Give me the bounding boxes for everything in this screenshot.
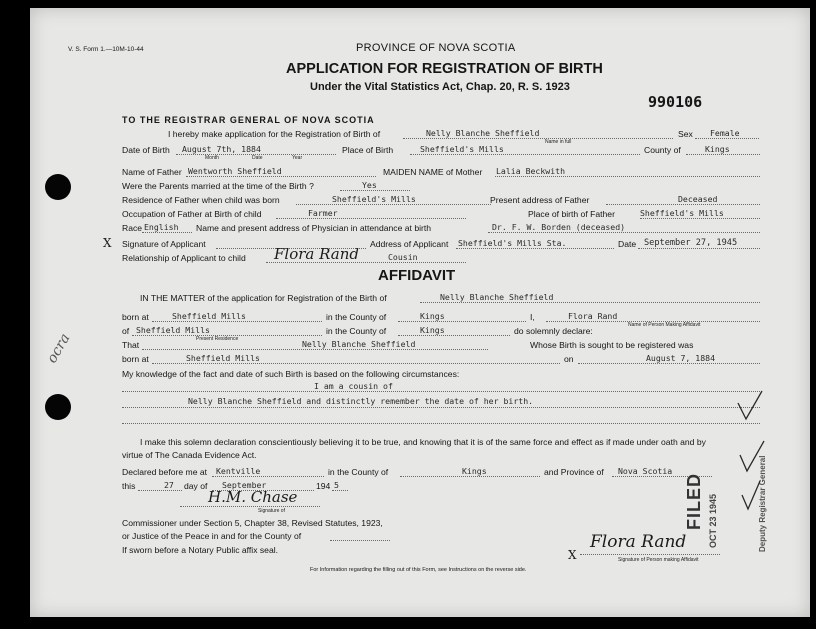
mother-value: Lalia Beckwith xyxy=(496,166,566,176)
physician-label: Name and present address of Physician in attendance at birth xyxy=(196,223,432,233)
date-caption: Date xyxy=(252,155,263,161)
date-label: Date xyxy=(618,239,637,249)
commissioner-line-3: If sworn before a Notary Public affix seal. xyxy=(122,545,279,555)
on-label: on xyxy=(564,354,574,364)
present-residence-caption: Present Residence xyxy=(196,336,239,342)
commissioner-signature: H.M. Chase xyxy=(208,488,298,506)
day-value: 27 xyxy=(164,480,174,490)
commissioner-line-2: or Justice of the Peace in and for the County of xyxy=(122,531,302,541)
applicant-address-value: Sheffield's Mills Sta. xyxy=(458,238,567,248)
registrar-stamp: Deputy Registrar General xyxy=(758,455,767,552)
matter-child-value: Nelly Blanche Sheffield xyxy=(440,292,554,302)
solemnly-label: do solemnly declare: xyxy=(514,326,593,336)
married-value: Yes xyxy=(362,180,377,190)
month-value: September xyxy=(222,480,267,490)
applicant-handwritten-signature: Flora Rand xyxy=(274,245,359,263)
relationship-value: Cousin xyxy=(388,252,418,262)
affiant-handwritten-signature: Flora Rand xyxy=(590,532,687,552)
born-at-value: Sheffield Mills xyxy=(172,311,246,321)
margin-check-strokes xyxy=(732,385,772,545)
affiant-caption: Name of Person Making Affidavit xyxy=(628,322,701,328)
county-value: Kings xyxy=(705,144,730,154)
declared-at-value: Kentville xyxy=(216,466,261,476)
father-present-label: Present address of Father xyxy=(490,195,590,205)
father-residence-value: Sheffield's Mills xyxy=(332,194,416,204)
year-caption: Year xyxy=(292,155,303,161)
signature-label: Signature of Applicant xyxy=(122,239,206,249)
affiant-value: Flora Rand xyxy=(568,311,618,321)
married-label: Were the Parents married at the time of the Birth ? xyxy=(122,181,314,191)
place-label: Place of Birth xyxy=(342,145,394,155)
in-county-label-3: in the County of xyxy=(328,467,389,477)
race-label: Race xyxy=(122,223,143,233)
form-code: V. S. Form 1.—10M-10-44 xyxy=(68,46,144,53)
commissioner-line-1: Commissioner under Section 5, Chapter 38, Revised Statutes, 1923, xyxy=(122,518,383,528)
born-at-label: born at xyxy=(122,312,149,322)
father-birthplace-label: Place of birth of Father xyxy=(528,209,615,219)
in-county-label: in the County of xyxy=(326,312,387,322)
of-residence-value: Sheffield Mills xyxy=(136,325,210,335)
province-heading: PROVINCE OF NOVA SCOTIA xyxy=(356,42,516,54)
county-value-1: Kings xyxy=(420,311,445,321)
race-value: English xyxy=(144,222,179,232)
county-value-3: Kings xyxy=(462,466,487,476)
child-name-value: Nelly Blanche Sheffield xyxy=(426,128,540,138)
registration-number: 990106 xyxy=(648,93,703,111)
mother-label: MAIDEN NAME of Mother xyxy=(383,167,483,177)
born-at-label-2: born at xyxy=(122,354,149,364)
x-mark-affiant: X xyxy=(568,548,577,562)
dob-value: August 7th, 1884 xyxy=(182,144,261,154)
knowledge-label: My knowledge of the fact and date of such Birth is based on the following circumstances: xyxy=(122,369,460,379)
born-on-value: August 7, 1884 xyxy=(646,353,716,363)
binder-hole-top xyxy=(45,174,71,200)
month-caption: Month xyxy=(205,155,219,161)
in-county-label-2: in the County of xyxy=(326,326,387,336)
circumstances-line-1: I am a cousin of xyxy=(314,381,393,391)
born-place-value: Sheffield Mills xyxy=(186,353,260,363)
physician-value: Dr. F. W. Borden (deceased) xyxy=(492,222,626,232)
footer-instructions: For Information regarding the filling out of this Form, see Instructions on the reverse side. xyxy=(310,567,527,573)
that-child-value: Nelly Blanche Sheffield xyxy=(302,339,416,349)
county-label: County of xyxy=(644,145,681,155)
declared-label: Declared before me at xyxy=(122,467,208,477)
whose-birth-label: Whose Birth is sought to be registered was xyxy=(530,340,694,350)
margin-scrawl: ocra xyxy=(44,330,74,366)
dob-label: Date of Birth xyxy=(122,145,170,155)
matter-label: IN THE MATTER of the application for Registration of the Birth of xyxy=(140,293,387,303)
father-value: Wentworth Sheffield xyxy=(188,166,282,176)
province-label: and Province of xyxy=(544,467,604,477)
of-label: of xyxy=(122,326,130,336)
father-birthplace-value: Sheffield's Mills xyxy=(640,208,724,218)
occupation-value: Farmer xyxy=(308,208,338,218)
year-prefix: 194 xyxy=(316,481,331,491)
signature-caption: Signature of xyxy=(258,508,285,514)
province-value: Nova Scotia xyxy=(618,466,673,476)
year-suffix-value: 5 xyxy=(334,480,339,490)
affiant-signature-caption: Signature of Person making Affidavit xyxy=(618,557,699,563)
county-value-2: Kings xyxy=(420,325,445,335)
x-mark: X xyxy=(103,236,112,250)
day-of-label: day of xyxy=(184,481,208,491)
father-label: Name of Father xyxy=(122,167,182,177)
applicant-address-label: Address of Applicant xyxy=(370,239,449,249)
circumstances-line-2: Nelly Blanche Sheffield and distinctly remember the date of her birth. xyxy=(188,396,534,406)
sex-value: Female xyxy=(710,128,740,138)
affidavit-heading: AFFIDAVIT xyxy=(378,267,456,284)
form-title: APPLICATION FOR REGISTRATION OF BIRTH xyxy=(286,61,603,77)
declaration-line-1: I make this solemn declaration conscientiously believing it to be true, and knowing that it is of the same force and effect as if made under oath and by xyxy=(140,437,706,447)
name-in-full-caption: Name in full xyxy=(545,139,572,145)
binder-hole-bottom xyxy=(45,394,71,420)
declaration-line-2: virtue of The Canada Evidence Act. xyxy=(122,450,257,460)
intro-label: I hereby make application for the Registration of Birth of xyxy=(168,129,381,139)
i-label: I, xyxy=(530,312,535,322)
date-value: September 27, 1945 xyxy=(644,238,738,248)
father-residence-label: Residence of Father when child was born xyxy=(122,195,280,205)
relationship-label: Relationship of Applicant to child xyxy=(122,253,246,263)
date-stamp: OCT 23 1945 xyxy=(708,493,718,548)
registrar-heading: TO THE REGISTRAR GENERAL OF NOVA SCOTIA xyxy=(122,115,375,125)
place-value: Sheffield's Mills xyxy=(420,144,504,154)
filed-stamp: FILED xyxy=(684,473,704,530)
sex-label: Sex xyxy=(678,129,693,139)
occupation-label: Occupation of Father at Birth of child xyxy=(122,209,262,219)
form-subtitle: Under the Vital Statistics Act, Chap. 20, R. S. 1923 xyxy=(310,81,570,93)
that-label: That xyxy=(122,340,140,350)
this-label: this xyxy=(122,481,136,491)
father-present-value: Deceased xyxy=(678,194,718,204)
